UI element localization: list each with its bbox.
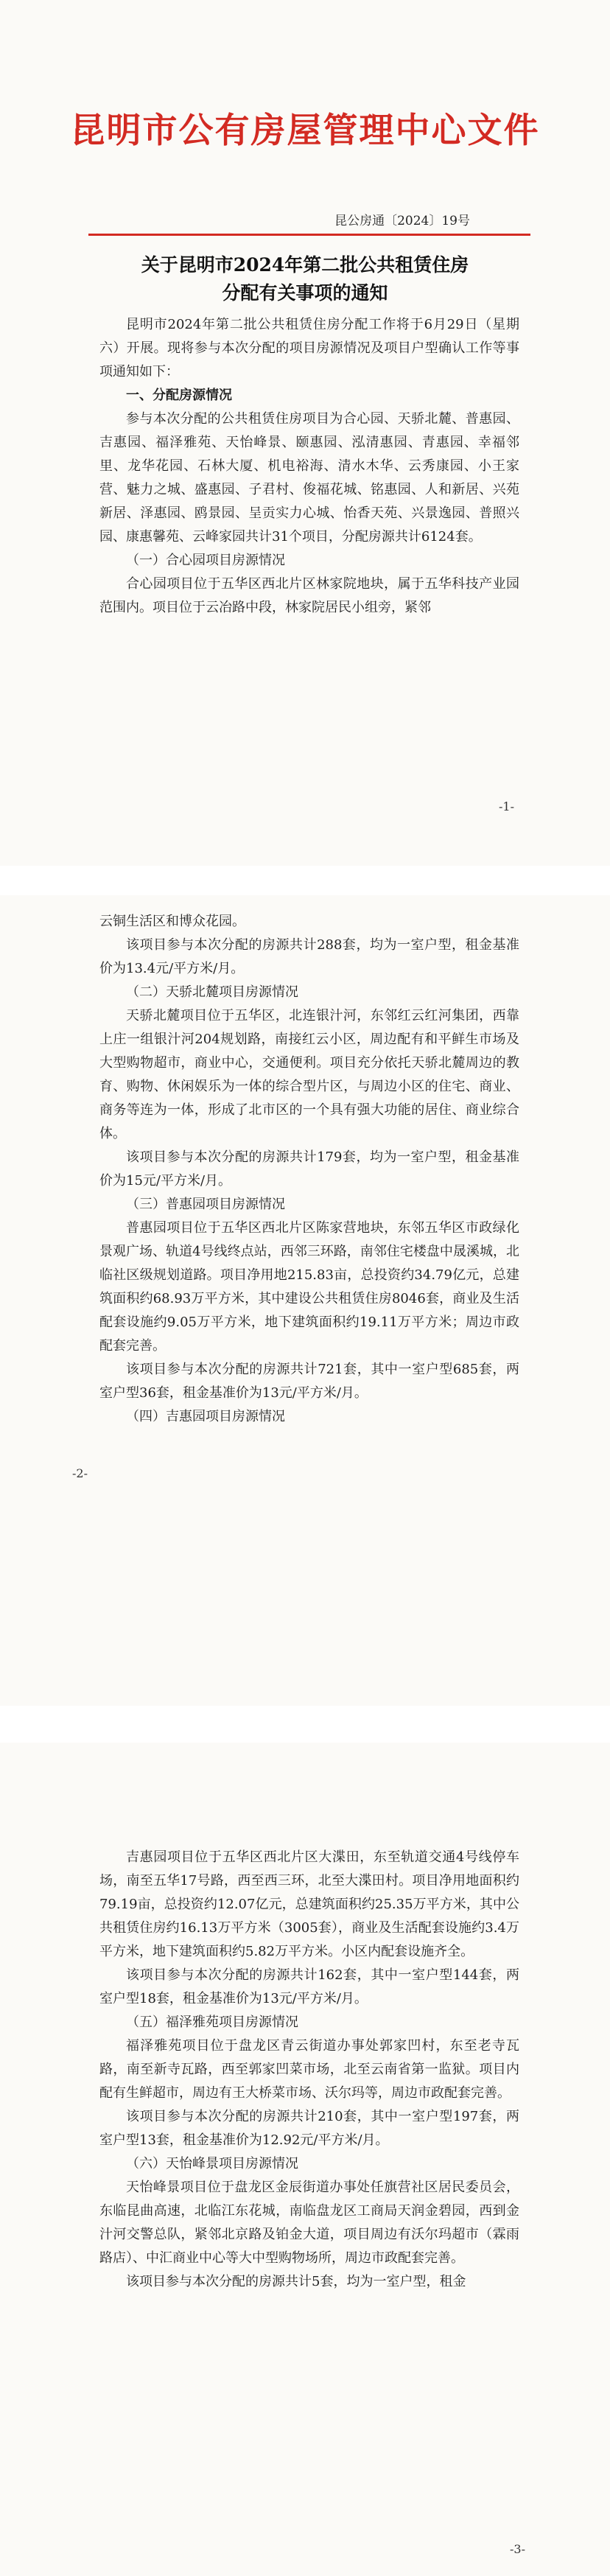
body-paragraph: 该项目参与本次分配的房源共计288套，均为一室户型，租金基准价为13.4元/平方米/月。 [99, 937, 519, 976]
body-paragraph: 福泽雅苑项目位于盘龙区青云街道办事处郭家凹村，东至老寺瓦路，南至新寺瓦路，西至郭家凹菜市场，北至云南省第一监狱。项目内配有生鲜超市，周边有王大桥菜市场、沃尔玛等，周边市政配套完善。 [99, 2038, 519, 2101]
subsection-heading: （一）合心园项目房源情况 [126, 553, 285, 568]
body-paragraph: 天骄北麓项目位于五华区，北连银汁河，东邻红云红河集团，西靠上庄一组银汁河204规划路，南接红云小区，周边配有和平鲜生市场及大型购物超市，商业中心，交通便利。项目充分依托天骄北麓周边的教育、购物、休闲娱乐为一体的综合型片区，与周边小区的住宅、商业、商务等连为一体，形成了北市区的一个具有强大功能的居住、商业综合体。 [99, 1008, 519, 1141]
page-2 [0, 895, 610, 1706]
notice-title-line-2: 分配有关事项的通知 [222, 282, 388, 304]
subsection-heading: （三）普惠园项目房源情况 [126, 1197, 285, 1212]
page-1 [0, 0, 610, 866]
body-paragraph: 该项目参与本次分配的房源共计5套，均为一室户型，租金 [126, 2274, 466, 2289]
body-paragraph: 普惠园项目位于五华区西北片区陈家营地块，东邻五华区市政绿化景观广场、轨道4号线终点站，西邻三环路，南邻住宅楼盘中晟溪城，北临社区级规划道路。项目净用地215.83亩，总投资约34.79亿元，总建筑面积约68.93万平方米，其中建设公共租赁住房8046套，商业及生活配套设施约9.05万平方米，地下建筑面积约19.11万平方米；周边市政配套完善。 [99, 1220, 519, 1354]
page-3 [0, 1743, 610, 2576]
section-heading: 一、分配房源情况 [126, 388, 232, 403]
org-header-title: 昆明市公有房屋管理中心文件 [70, 111, 540, 151]
body-paragraph: 天怡峰景项目位于盘龙区金辰街道办事处任旗营社区居民委员会，东临昆曲高速，北临江东花城，南临盘龙区工商局天润金碧园，西到金汁河交警总队，紧邻北京路及铂金大道，项目周边有沃尔玛超市（霖雨路店）、中汇商业中心等大中型购物场所，周边市政配套完善。 [99, 2180, 519, 2266]
body-paragraph: 该项目参与本次分配的房源共计721套，其中一室户型685套，两室户型36套，租金基准价为13元/平方米/月。 [99, 1362, 519, 1401]
body-paragraph: 该项目参与本次分配的房源共计179套，均为一室户型，租金基准价为15元/平方米/月。 [99, 1149, 519, 1189]
page-2-body [99, 910, 519, 1429]
body-paragraph: 云铜生活区和博众花园。 [99, 914, 245, 929]
body-paragraph: 该项目参与本次分配的房源共计162套，其中一室户型144套，两室户型18套，租金基准价为13元/平方米/月。 [99, 1967, 519, 2006]
subsection-heading: （五）福泽雅苑项目房源情况 [126, 2015, 298, 2030]
red-divider-line [88, 234, 530, 236]
notice-title-line-1: 关于昆明市2024年第二批公共租赁住房 [141, 254, 469, 276]
body-paragraph: 吉惠园项目位于五华区西北片区大渫田，东至轨道交通4号线停车场，南至五华17号路，西至西三环，北至大渫田村。项目净用地面积约79.19亩，总投资约12.07亿元，总建筑面积约25.35万平方米，其中公共租赁住房约16.13万平方米（3005套），商业及生活配套设施约3.4万平方米，地下建筑面积约5.82万平方米。小区内配套设施齐全。 [99, 1849, 519, 1959]
body-paragraph: 参与本次分配的公共租赁住房项目为合心园、天骄北麓、普惠园、吉惠园、福泽雅苑、天怡峰景、颐惠园、泓清惠园、青惠园、幸福邻里、龙华花园、石林大厦、机电裕海、清水木华、云秀康园、小王家营、魅力之城、盛惠园、子君村、俊福花城、铭惠园、人和新居、兴苑新居、泽惠园、鸥景园、呈贡实力心城、怡香天苑、兴景逸园、普照兴园、康惠馨苑、云峰家园共计31个项目，分配房源共计6124套。 [99, 411, 519, 545]
body-paragraph: 合心园项目位于五华区西北片区林家院地块，属于五华科技产业园范围内。项目位于云冶路中段，林家院居民小组旁，紧邻 [99, 576, 519, 615]
subsection-heading: （六）天怡峰景项目房源情况 [126, 2156, 298, 2171]
page-number: -3- [510, 2542, 525, 2556]
subsection-heading: （二）天骄北麓项目房源情况 [126, 984, 298, 1000]
page-3-body [99, 1846, 519, 2294]
subsection-heading: （四）吉惠园项目房源情况 [126, 1409, 285, 1424]
page-1-body [99, 313, 519, 620]
document-number: 昆公房通〔2024〕19号 [334, 214, 470, 228]
intro-paragraph: 昆明市2024年第二批公共租赁住房分配工作将于6月29日（星期六）开展。现将参与本次分配的项目房源情况及项目户型确认工作等事项通知如下： [99, 317, 519, 379]
page-number: -2- [72, 1466, 88, 1480]
body-paragraph: 该项目参与本次分配的房源共计210套，其中一室户型197套，两室户型13套，租金基准价为12.92元/平方米/月。 [99, 2109, 519, 2148]
page-number: -1- [499, 799, 514, 813]
